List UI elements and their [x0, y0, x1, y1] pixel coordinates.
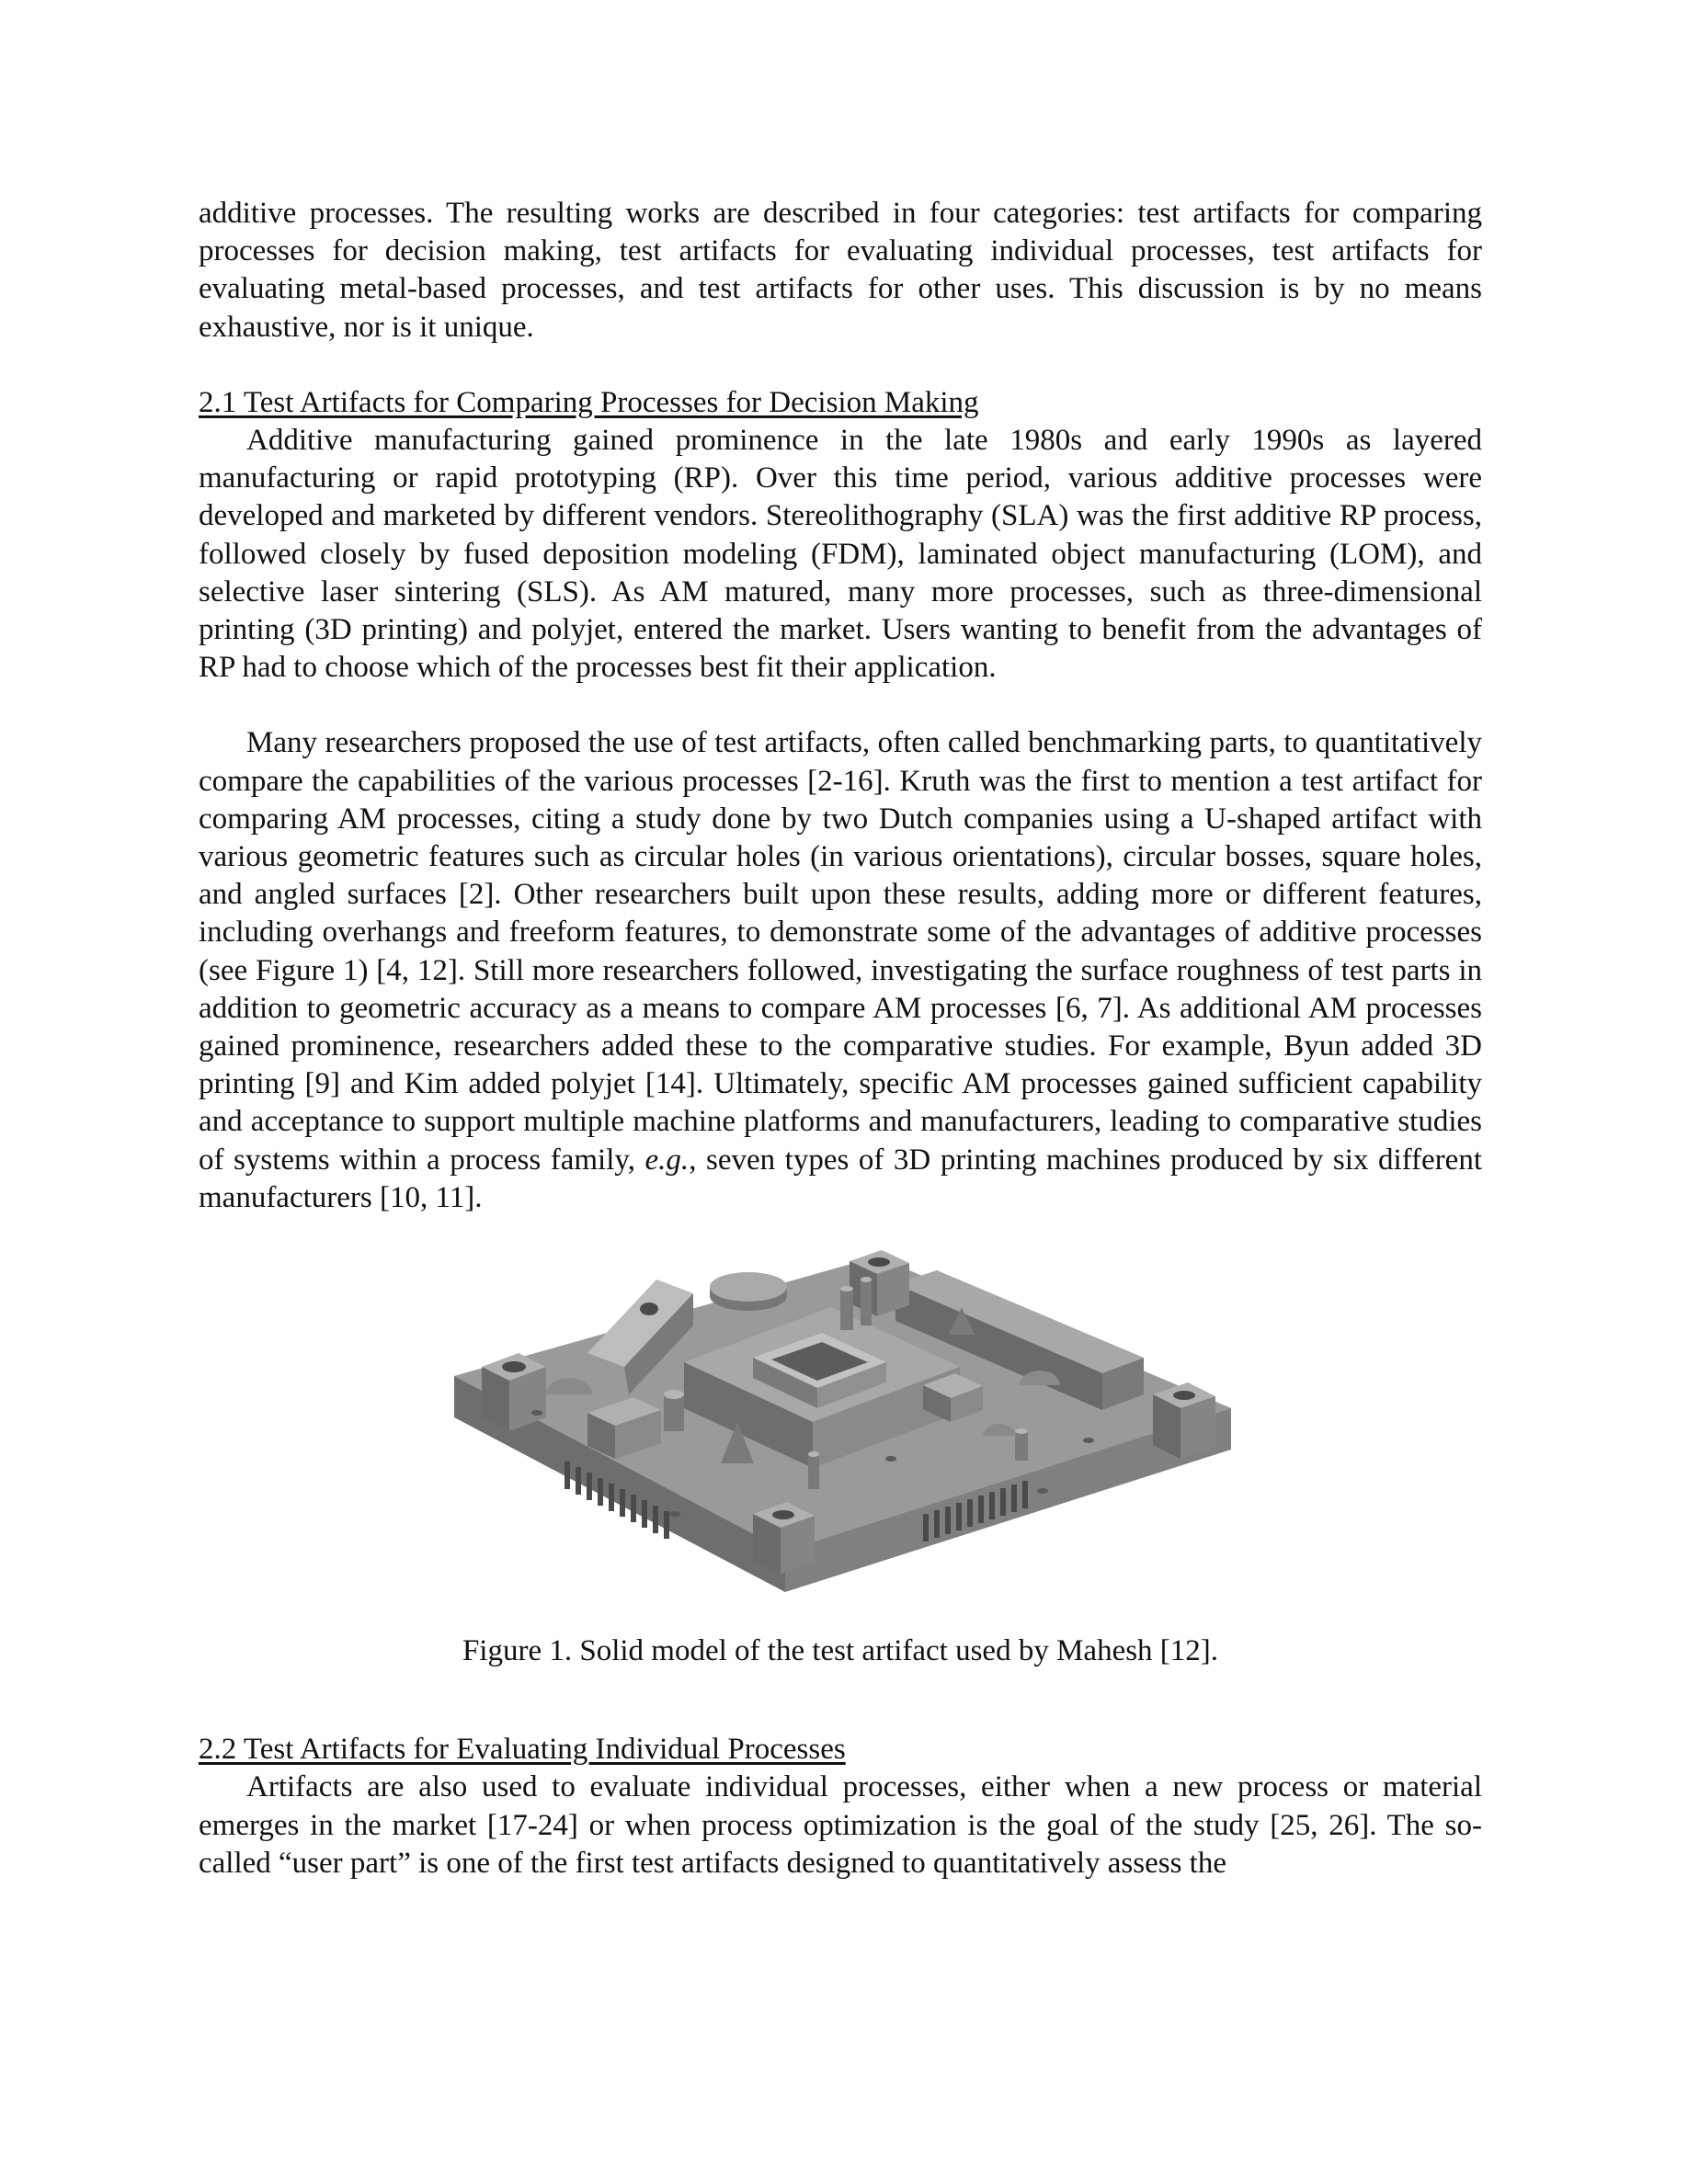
section-2-1-heading: 2.1 Test Artifacts for Comparing Processes for Decision Making — [199, 385, 979, 419]
paragraph-2-text-pre: Many researchers proposed the use of test artifacts, often called benchmarking parts, to quantitatively compare the capabilities of the various processes [2-16]. Kruth was the first to mention a test artifact for comparing AM processes, citing a study done by two Dutch companies using a U-shaped artifact with various geometric features such as circular holes (in various orientations), circular bosses, square holes, and angled surfaces [2]. Other researchers built upon these results, adding more or different features, including overhangs and freeform features, to demonstrate some of the advantages of additive processes (see Figure 1) [4, 12]. Still more researchers followed, investigating the surface roughness of test parts in addition to geometric accuracy as a means to compare AM processes [6, 7]. As additional AM processes gained prominence, researchers added these to the comparative studies. For example, Byun added 3D printing [9] and Kim added polyjet [14]. Ultimately, specific AM processes gained sufficient capability and acceptance to support multiple machine platforms and manufacturers, leading to comparative studies of systems within a process family, — [199, 726, 1482, 1177]
section-2-2-heading: 2.2 Test Artifacts for Evaluating Individual Processes — [199, 1733, 846, 1767]
cylinder-boss-2 — [840, 1286, 853, 1330]
corner-post-front — [753, 1502, 815, 1574]
figure-1 — [199, 1234, 1482, 1670]
section-2-1-paragraph-1: Additive manufacturing gained prominence in the late 1980s and early 1990s as layered manufacturing or rapid prototyping (RP). Over this time period, various additive processes were developed and marketed by different vendors. Stereolithography (SLA) was the first additive RP process, followed closely by fused deposition modeling (FDM), laminated object manufacturing (LOM), and selective laser sintering (SLS). As AM matured, many more processes, such as three-dimensional printing (3D printing) and polyjet, entered the market. Users wanting to benefit from the advantages of RP had to choose which of the processes best fit their application. — [199, 424, 1482, 685]
corner-post-left — [482, 1353, 546, 1431]
corner-post-right — [1153, 1382, 1215, 1459]
cylinder-boss-1 — [664, 1390, 684, 1431]
section-2-1-paragraph-2 — [199, 724, 1482, 1217]
intro-paragraph: additive processes. The resulting works are described in four categories: test artifacts for comparing processes for decision making, test artifacts for evaluating individual processes, test artifacts for evaluating metal-based processes, and test artifacts for other uses. This discussion is by no means exhaustive, nor is it unique. — [199, 197, 1482, 344]
circular-disc — [710, 1272, 787, 1302]
page-content — [199, 195, 1482, 1883]
cylinder-boss-3 — [861, 1277, 872, 1325]
cylinder-boss-5 — [1015, 1428, 1028, 1461]
test-artifact-solid-model — [445, 1234, 1236, 1620]
ramp-hole — [640, 1302, 658, 1315]
paragraph-2-text-em: e.g. — [644, 1143, 690, 1177]
section-2-2-paragraph-1: Artifacts are also used to evaluate individual processes, either when a new process or material emerges in the market [17-24] or when process optimization is the goal of the study [25, 26]. The so-called “user part” is one of the first test artifacts designed to quantitatively assess the — [199, 1770, 1482, 1880]
cylinder-boss-4 — [808, 1451, 819, 1489]
figure-1-caption: Figure 1. Solid model of the test artifact used by Mahesh [12]. — [462, 1634, 1219, 1668]
corner-post-back — [850, 1250, 909, 1316]
paragraph-2-text-post: , seven types of 3D printing machines produced by six different manufacturers [10, 11]. — [199, 1143, 1483, 1214]
